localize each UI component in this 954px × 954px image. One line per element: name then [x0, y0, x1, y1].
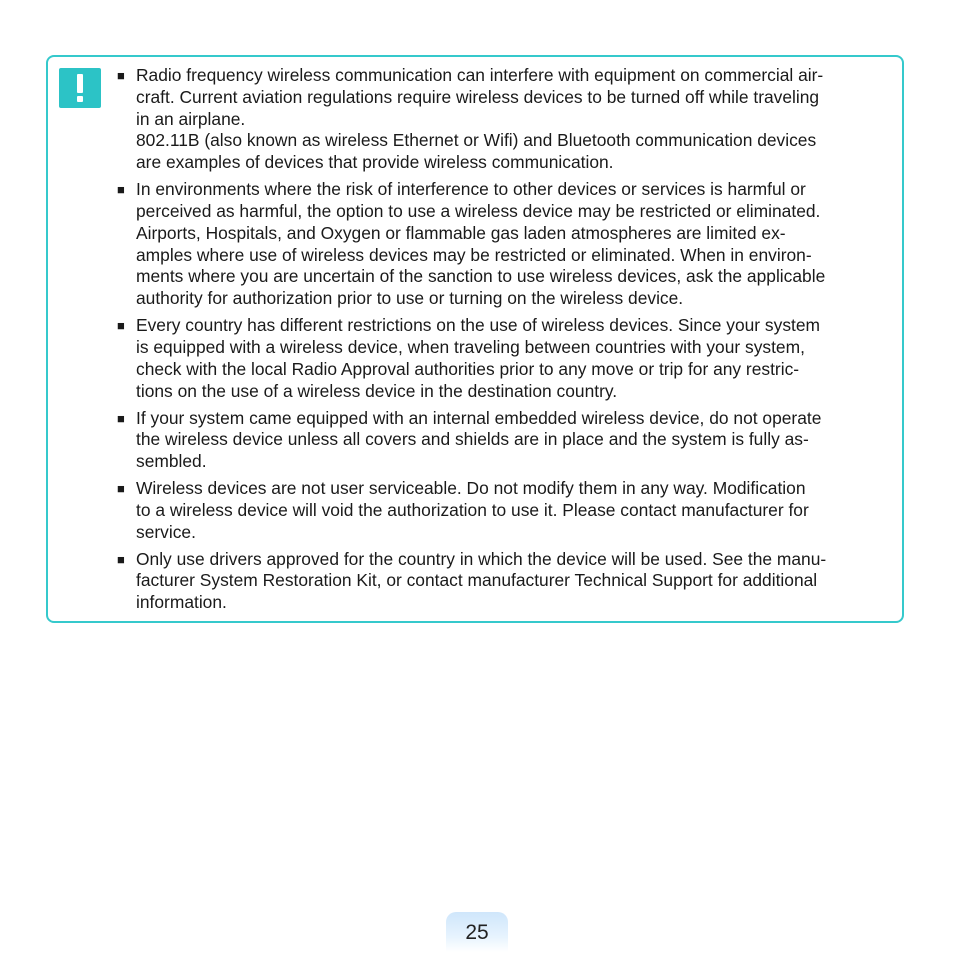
exclamation-icon	[59, 68, 101, 108]
paragraph: Wireless devices are not user serviceable. Do not modify them in any way. Modification to a wireless device will void the authorization to use it. Please contact manufacturer for service.	[136, 478, 809, 542]
list-item	[117, 408, 905, 473]
notice-box	[46, 55, 904, 623]
paragraph: Only use drivers approved for the country in which the device will be used. See the manu- facturer System Restoration Kit, or contact manufacturer Technical Support for additional information.	[136, 548, 827, 613]
list-item	[117, 549, 905, 614]
paragraph: 802.11B (also known as wireless Ethernet or Wifi) and Bluetooth communication devices are examples of devices that provide wireless communication.	[136, 130, 817, 173]
list-item	[117, 478, 905, 543]
list-item	[117, 65, 905, 174]
paragraph: If your system came equipped with an internal embedded wireless device, do not operate the wireless device unless all covers and shields are in place and the system is fully as- sembled.	[136, 407, 822, 472]
paragraph: Radio frequency wireless communication can interfere with equipment on commercial air- craft. Current aviation regulations require wireless devices to be turned off while traveling in an airplane.	[136, 65, 824, 129]
bullet-icon: ■	[117, 551, 125, 567]
bullet-icon: ■	[117, 481, 125, 497]
list-item	[117, 179, 905, 310]
bullet-icon: ■	[117, 318, 125, 334]
list-item	[117, 315, 905, 402]
paragraph: Every country has different restrictions on the use of wireless devices. Since your system is equipped with a wireless device, when traveling between countries with your system, check with the local Radio Approval authorities prior to any move or trip for any restric- tions on the use of a wireless device in the destination country.	[136, 315, 821, 401]
bullet-icon: ■	[117, 182, 125, 198]
paragraph: In environments where the risk of interference to other devices or services is harmful or perceived as harmful, the option to use a wireless device may be restricted or eliminated. Airports, Hospitals, and Oxygen or flammable gas laden atmospheres are limited ex- amples where use of wireless devices may be restricted or eliminated. When in environ- ments where you are uncertain of the sanction to use wireless devices, ask the applicable authority for authorization prior to use or turning on the wireless device.	[136, 179, 826, 309]
notice-list	[117, 65, 905, 619]
bullet-icon: ■	[117, 410, 125, 426]
page-number: 25	[446, 912, 508, 952]
bullet-icon: ■	[117, 68, 125, 83]
